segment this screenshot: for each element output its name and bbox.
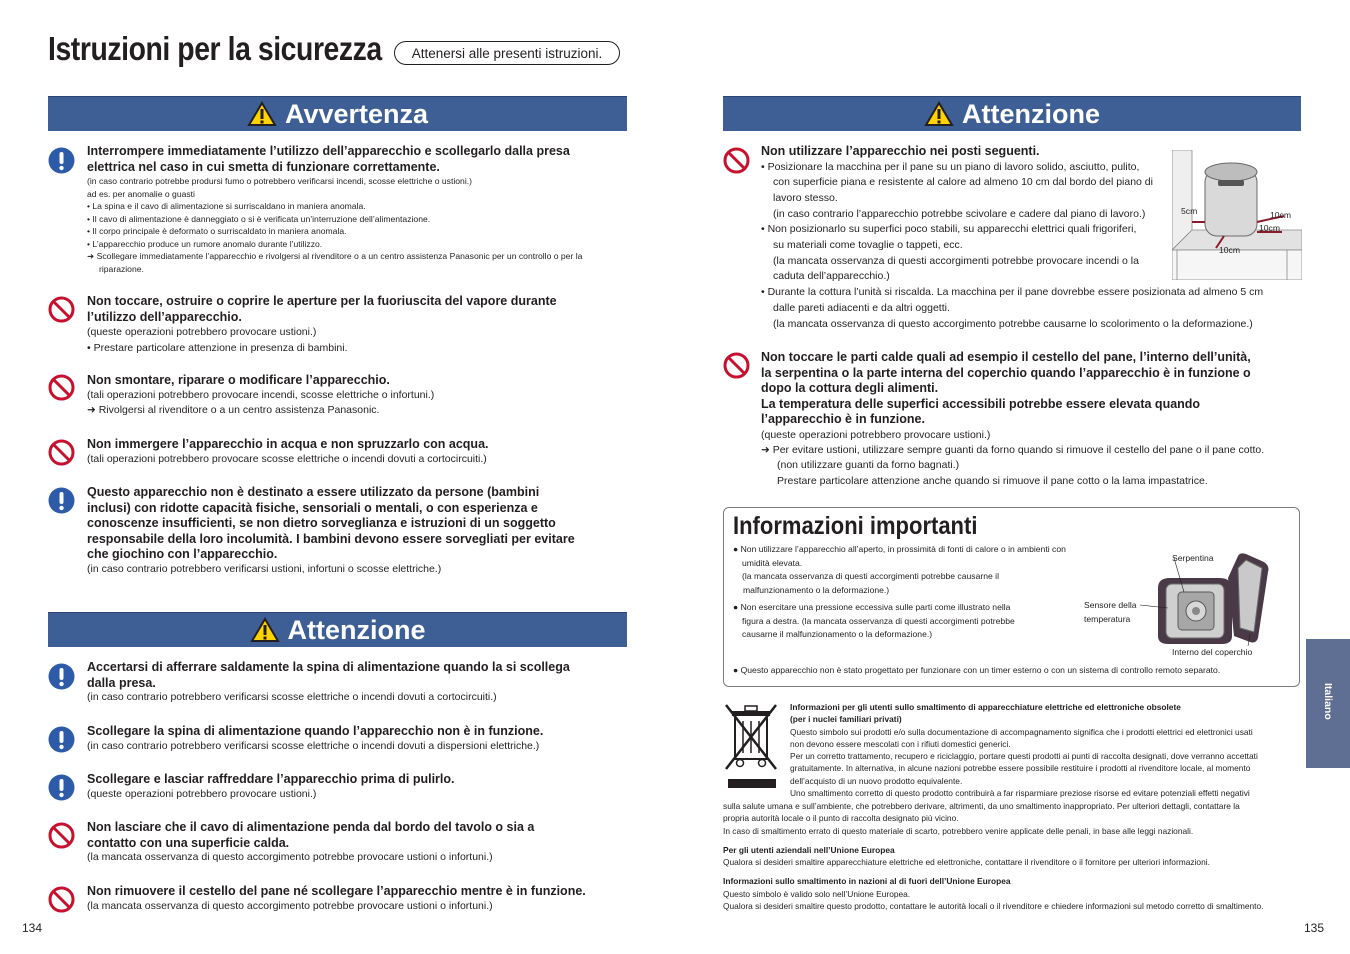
page-number-left: 134 <box>22 921 43 935</box>
weee-line: Questo simbolo è valido solo nell’Unione Europea. <box>723 888 911 899</box>
item-text: con superficie piana e resistente al calore ad almeno 10 cm dal bordo del piano di <box>773 176 1153 189</box>
item-text: • L’apparecchio produce un rumore anomalo durante l’utilizzo. <box>87 238 323 249</box>
item-heading: l’apparecchio è in funzione. <box>761 412 925 426</box>
item-text: (queste operazioni potrebbero provocare ustioni.) <box>761 428 991 441</box>
item-text: caduta dell’apparecchio.) <box>773 270 890 283</box>
item-text: • Posizionare la macchina per il pane su un piano di lavoro solido, asciutto, pulito, <box>761 160 1140 173</box>
item-text: (la mancata osservanza di questo accorgimento potrebbe provocare ustioni o infortuni.) <box>87 851 493 863</box>
warning-item-1 <box>87 144 627 275</box>
bread-maker-interior-illustration <box>1140 548 1276 650</box>
info-line: umidità elevata. <box>742 557 803 568</box>
item-text: (queste operazioni potrebbero provocare ustioni.) <box>87 326 317 338</box>
caution-item-5 <box>87 884 632 913</box>
weee-heading: Informazioni per gli utenti sullo smaltimento di apparecchiature elettriche ed elettroniche obsolete <box>790 702 1181 712</box>
item-text: su materiali come tovaglie o tappeti, ecc. <box>773 239 963 252</box>
item-heading: Non toccare, ostruire o coprire le aperture per la fuoriuscita del vapore durante <box>87 294 557 308</box>
item-heading: elettrica nel caso in cui smetta di funzionare correttamente. <box>87 159 440 174</box>
item-text: ➜ Rivolgersi al rivenditore o a un centro assistenza Panasonic. <box>87 404 380 416</box>
item-heading: contatto con una superficie calda. <box>87 835 290 850</box>
weee-line: In caso di smaltimento errato di questo materiale di scarto, potrebbero venire applicate delle penali, in base alle leggi nazionali. <box>723 825 1194 836</box>
attenzione-title: Attenzione <box>287 614 426 645</box>
weee-bin-icon <box>722 703 780 793</box>
item-heading: Non toccare le parti calde quali ad esempio il cestello del pane, l’interno dell’unità, <box>761 350 1251 364</box>
item-text: riparazione. <box>99 263 144 274</box>
mandatory-icon <box>48 774 75 801</box>
mandatory-icon <box>48 147 75 174</box>
caution-item-r2 <box>761 350 1306 489</box>
warning-icon <box>247 101 277 127</box>
warning-item-2 <box>87 294 627 355</box>
attenzione-banner-left <box>48 612 627 647</box>
item-heading: dalla presa. <box>87 675 156 690</box>
weee-heading: Informazioni sullo smaltimento in nazioni al di fuori dell’Unione Europea <box>723 876 1011 887</box>
mandatory-icon <box>48 487 75 514</box>
warning-item-4 <box>87 437 627 466</box>
info-line: ● Non esercitare una pressione eccessiva sulle parti come illustrato nella <box>733 602 1011 612</box>
prohibit-icon <box>48 439 75 466</box>
caution-item-1 <box>87 660 627 705</box>
warning-icon <box>250 617 280 643</box>
item-text: ➜ Per evitare ustioni, utilizzare sempre guanti da forno quando si rimuove il cestello del pane o il pane cotto. <box>761 443 1265 456</box>
item-text: (tali operazioni potrebbero provocare scosse elettriche o incendi dovuti a cortocircuiti.) <box>87 452 487 465</box>
item-heading: Non smontare, riparare o modificare l’apparecchio. <box>87 373 390 387</box>
item-heading: dopo la cottura degli alimenti. <box>761 381 939 395</box>
item-text: • Non posizionarlo su superfici poco stabili, su apparecchi elettrici quali frigoriferi, <box>761 223 1137 236</box>
weee-paragraph-2 <box>723 800 1303 912</box>
item-text: • Prestare particolare attenzione in presenza di bambini. <box>87 341 348 354</box>
item-text: (la mancata osservanza di questo accorgimento potrebbe causarne lo scolorimento o la deformazione.) <box>773 317 1253 330</box>
fig-label-sensore-1: Sensore della <box>1084 600 1137 610</box>
weee-line: Qualora si desideri smaltire apparecchiature elettriche ed elettroniche, contattare il rivenditore o il fornitore per ulteriori informazioni. <box>723 857 1210 868</box>
item-heading: La temperatura delle superfici accessibili potrebbe essere elevata quando <box>761 396 1201 411</box>
weee-line: Qualora si desideri smaltire questo prodotto, contattare le autorità locali o il rivenditore e chiedere informazioni sul metodo corretto di smaltimento. <box>723 901 1264 912</box>
item-text: (in caso contrario potrebbe prodursi fumo o potrebbero verificarsi incendi, scosse elettriche o ustioni.) <box>87 176 472 186</box>
info-line: (la mancata osservanza di questi accorgimenti potrebbe causarne il <box>742 571 999 581</box>
item-text: (in caso contrario potrebbero verificarsi ustioni, infortuni o scosse elettriche.) <box>87 562 442 575</box>
avvertenza-banner <box>48 96 627 131</box>
fig-label-serpentina: Serpentina <box>1172 553 1214 563</box>
prohibit-icon <box>48 822 75 849</box>
fig-label-10cm: 10cm <box>1270 210 1292 220</box>
warning-item-5 <box>87 485 627 576</box>
warning-icon <box>924 101 954 127</box>
prohibit-icon <box>48 886 75 913</box>
attenzione-banner-right <box>723 96 1301 131</box>
attenzione-title: Attenzione <box>962 98 1100 129</box>
item-text: (in caso contrario potrebbero verificarsi scosse elettriche o incendi dovuti a dispersioni elettriche.) <box>87 739 540 752</box>
mandatory-icon <box>48 663 75 690</box>
subtitle-pill: Attenersi alle presenti istruzioni. <box>394 41 620 65</box>
avvertenza-title: Avvertenza <box>284 98 429 129</box>
info-line: ● Non utilizzare l’apparecchio all’aperto, in prossimità di fonti di calore o in ambienti con <box>733 544 1066 554</box>
item-heading: responsabile della loro incolumità. I bambini devono essere sorvegliati per evitare <box>87 531 575 546</box>
fig-label-sensore-2: temperatura <box>1084 614 1131 624</box>
item-heading: Non utilizzare l’apparecchio nei posti seguenti. <box>761 144 1040 158</box>
weee-line: propria autorità locale o il punto di raccolta designato più vicino. <box>723 813 959 824</box>
prohibit-icon <box>48 296 75 323</box>
item-heading: conoscenze insufficienti, se non dietro sorveglianza e istruzioni di un soggetto <box>87 516 556 530</box>
weee-heading: Per gli utenti aziendali nell’Unione Europea <box>723 844 895 855</box>
weee-paragraph <box>790 701 1302 799</box>
item-text: (tali operazioni potrebbero provocare incendi, scosse elettriche o infortuni.) <box>87 388 435 401</box>
page-number-right: 135 <box>1304 921 1325 935</box>
info-line: causarne il malfunzionamento o la deformazione.) <box>742 629 933 639</box>
item-text: (la mancata osservanza di questo accorgimento potrebbe provocare ustioni o infortuni.) <box>87 899 493 912</box>
fig-label-10cm: 10cm <box>1259 223 1281 233</box>
prohibit-icon <box>723 147 750 174</box>
item-heading: la serpentina o la parte interna del coperchio quando l’apparecchio è in funzione o <box>761 365 1251 380</box>
weee-line: non devono essere mescolati con i rifiuti domestici generici. <box>790 738 1011 749</box>
important-info-title: Informazioni importanti <box>733 512 978 540</box>
item-text: (queste operazioni potrebbero provocare ustioni.) <box>87 787 317 800</box>
item-text: lavoro stesso. <box>773 191 838 204</box>
caution-item-4 <box>87 820 627 865</box>
side-tab-label: Italiano <box>1322 683 1334 720</box>
item-heading: che giochino con l’apparecchio. <box>87 547 278 561</box>
item-text: • Il corpo principale è deformato o surriscaldato in maniera anomala. <box>87 226 347 236</box>
item-heading: Accertarsi di afferrare saldamente la spina di alimentazione quando la si scollega <box>87 660 570 674</box>
item-text: • Il cavo di alimentazione è danneggiato o si è verificata un’interruzione dell’alimentazione. <box>87 213 431 224</box>
item-text: (la mancata osservanza di questi accorgimenti potrebbe provocare incendi o la <box>773 254 1139 267</box>
fig-label-5cm: 5cm <box>1181 206 1198 216</box>
mandatory-icon <box>48 726 75 753</box>
item-text: (non utilizzare guanti da forno bagnati.) <box>777 459 960 472</box>
item-text: dalle pareti adiacenti e da altri oggetti. <box>773 301 950 314</box>
weee-line: Per un corretto trattamento, recupero e riciclaggio, portare questi prodotti ai punti di raccolta designati, dove verranno accettati <box>790 751 1258 762</box>
item-text: ad es. per anomalie o guasti <box>87 188 195 199</box>
item-heading: Non rimuovere il cestello del pane né scollegare l’apparecchio mentre è in funzione. <box>87 884 586 898</box>
item-heading: Non immergere l’apparecchio in acqua e non spruzzarlo con acqua. <box>87 437 489 451</box>
item-heading: Interrompere immediatamente l’utilizzo dell’apparecchio e scollegarlo dalla presa <box>87 144 570 158</box>
prohibit-icon <box>48 374 75 401</box>
item-text: • La spina e il cavo di alimentazione si surriscaldano in maniera anomala. <box>87 201 366 211</box>
prohibit-icon <box>723 352 750 379</box>
item-heading: l’utilizzo dell’apparecchio. <box>87 309 242 324</box>
item-heading: Scollegare e lasciar raffreddare l’apparecchio prima di pulirlo. <box>87 772 455 786</box>
important-info-text <box>733 543 1093 642</box>
info-line: figura a destra. (la mancata osservanza di questi accorgimenti potrebbe <box>742 615 1015 626</box>
language-side-tab <box>1306 639 1350 768</box>
item-heading: Scollegare la spina di alimentazione quando l’apparecchio non è in funzione. <box>87 724 544 738</box>
weee-line: Questo simbolo sui prodotti e/o sulla documentazione di accompagnamento significa che i prodotti elettrici ed elettronici usati <box>790 726 1253 737</box>
weee-heading: (per i nuclei familiari privati) <box>790 714 902 725</box>
important-info-note: ● Questo apparecchio non è stato progettato per funzionare con un timer esterno o con un sistema di controllo remoto separato. <box>733 665 1221 675</box>
item-heading: inclusi) con ridotte capacità fisiche, sensoriali o mentali, o con esperienza e <box>87 500 538 515</box>
weee-line: sulla salute umana e sull’ambiente, che potrebbero derivare, altrimenti, da uno smaltimento inappropriato. Per ulteriori dettagli, contattare la <box>723 801 1240 811</box>
item-heading: Non lasciare che il cavo di alimentazione penda dal bordo del tavolo o sia a <box>87 820 535 834</box>
info-line: malfunzionamento o la deformazione.) <box>743 584 890 595</box>
warning-item-3 <box>87 373 627 418</box>
weee-line: gratuitamente. In alternativa, in alcune nazioni potrebbe essere possibile restituire i prodotti al rivenditore locale, al momento <box>790 763 1251 774</box>
page-title: Istruzioni per la sicurezza <box>48 30 382 67</box>
caution-item-2 <box>87 724 627 753</box>
item-text: Prestare particolare attenzione anche quando si rimuove il pane cotto o la lama impastatrice. <box>777 474 1208 487</box>
caution-item-3 <box>87 772 627 801</box>
fig-label-10cm: 10cm <box>1219 245 1241 255</box>
fig-label-interno: Interno del coperchio <box>1172 647 1253 657</box>
item-text: (in caso contrario potrebbero verificarsi scosse elettriche o incendi dovuti a cortocircuiti.) <box>87 691 497 703</box>
weee-line: dell’acquisto di un nuovo prodotto equivalente. <box>790 775 963 786</box>
weee-line: Uno smaltimento corretto di questo prodotto contribuirà a far risparmiare preziose risorse ed evitare potenziali effetti negativi <box>790 788 1250 799</box>
item-text: ➜ Scollegare immediatamente l’apparecchio e rivolgersi al rivenditore o a un centro assistenza Panasonic per un controllo o per la <box>87 251 583 261</box>
item-text: • Durante la cottura l’unità si riscalda. La macchina per il pane dovrebbe essere posizionata ad almeno 5 cm <box>761 286 1264 299</box>
item-heading: Questo apparecchio non è destinato a essere utilizzato da persone (bambini <box>87 485 540 499</box>
item-text: (in caso contrario l’apparecchio potrebbe scivolare e cadere dal piano di lavoro.) <box>773 207 1146 220</box>
